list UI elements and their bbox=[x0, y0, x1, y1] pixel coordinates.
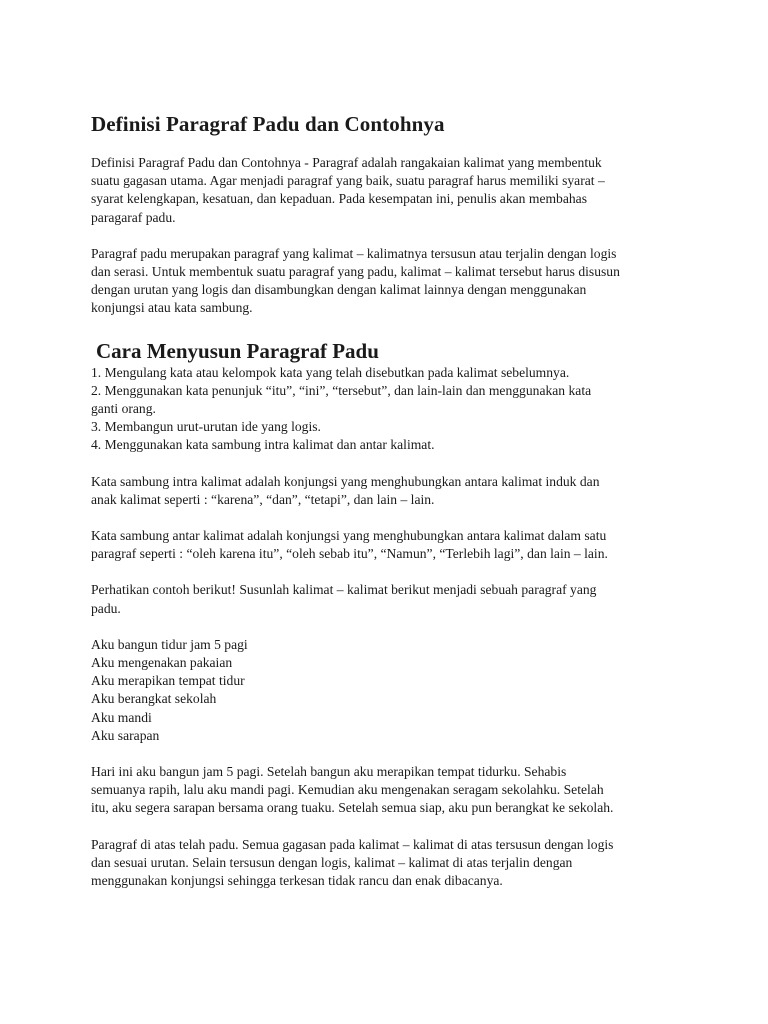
paragraph-line: menggunakan konjungsi sehingga terkesan tidak rancu dan enak dibacanya. bbox=[91, 873, 503, 889]
list-item: Aku bangun tidur jam 5 pagi bbox=[91, 636, 248, 652]
document-title: Definisi Paragraf Padu dan Contohnya bbox=[91, 112, 445, 136]
definition-paragraph bbox=[91, 245, 691, 318]
list-item: 4. Menggunakan kata sambung intra kalimat dan antar kalimat. bbox=[91, 437, 435, 453]
section-title: Cara Menyusun Paragraf Padu bbox=[96, 338, 379, 363]
list-item: 2. Menggunakan kata penunjuk “itu”, “ini”, “tersebut”, dan lain-lain dan menggunakan kata bbox=[91, 382, 592, 398]
paragraph-line: Kata sambung antar kalimat adalah konjungsi yang menghubungkan antara kalimat dalam satu bbox=[91, 528, 607, 544]
paragraph-line: Perhatikan contoh berikut! Susunlah kalimat – kalimat berikut menjadi sebuah paragraf yang bbox=[91, 582, 597, 598]
steps-list bbox=[91, 364, 691, 455]
paragraph-line: semuanya rapih, lalu aku mandi pagi. Kemudian aku mengenakan seragam sekolahku. Setelah bbox=[91, 782, 604, 798]
paragraph-line: Definisi Paragraf Padu dan Contohnya - Paragraf adalah rangakaian kalimat yang membentuk bbox=[91, 155, 602, 170]
paragraph-line: anak kalimat seperti : “karena”, “dan”, “tetapi”, dan lain – lain. bbox=[91, 491, 435, 507]
paragraph-line: Hari ini aku bangun jam 5 pagi. Setelah bangun aku merapikan tempat tidurku. Sehabis bbox=[91, 764, 567, 780]
paragraph-line: paragaraf padu. bbox=[91, 209, 176, 225]
list-item: 1. Mengulang kata atau kelompok kata yang telah disebutkan pada kalimat sebelumnya. bbox=[91, 364, 570, 380]
paragraph-line: Paragraf padu merupakan paragraf yang kalimat – kalimatnya tersusun atau terjalin dengan logis bbox=[91, 245, 617, 261]
paragraph-line: padu. bbox=[91, 600, 121, 616]
document-page bbox=[91, 110, 691, 908]
conclusion-paragraph bbox=[91, 836, 691, 891]
paragraph-line: Paragraf di atas telah padu. Semua gagasan pada kalimat – kalimat di atas tersusun dengan logis bbox=[91, 836, 614, 852]
list-item: Aku mengenakan pakaian bbox=[91, 655, 233, 671]
list-item: Aku sarapan bbox=[91, 727, 160, 743]
paragraph-line: itu, aku segera sarapan bersama orang tuaku. Setelah semua siap, aku pun berangkat ke sekolah. bbox=[91, 800, 614, 816]
paragraph-line: dan serasi. Untuk membentuk suatu paragraf yang padu, kalimat – kalimat tersebut harus disusun bbox=[91, 264, 620, 280]
instruction-paragraph bbox=[91, 581, 691, 617]
list-item: ganti orang. bbox=[91, 401, 156, 417]
example-paragraph bbox=[91, 763, 691, 818]
list-item: 3. Membangun urut-urutan ide yang logis. bbox=[91, 419, 321, 435]
sentence-list bbox=[91, 636, 691, 745]
intra-paragraph bbox=[91, 473, 691, 509]
paragraph-line: syarat kelengkapan, kesatuan, dan kepaduan. Pada kesempatan ini, penulis akan membahas bbox=[91, 191, 587, 207]
list-item: Aku mandi bbox=[91, 709, 152, 725]
list-item: Aku merapikan tempat tidur bbox=[91, 673, 245, 689]
paragraph-line: suatu gagasan utama. Agar menjadi paragraf yang baik, suatu paragraf harus memiliki syarat – bbox=[91, 173, 605, 189]
paragraph-line: konjungsi atau kata sambung. bbox=[91, 300, 253, 316]
intro-paragraph bbox=[91, 154, 691, 227]
paragraph-line: dengan urutan yang logis dan disambungkan dengan kalimat lainnya dengan menggunakan bbox=[91, 282, 587, 298]
paragraph-line: Kata sambung intra kalimat adalah konjungsi yang menghubungkan antara kalimat induk dan bbox=[91, 473, 600, 489]
paragraph-line: paragraf seperti : “oleh karena itu”, “oleh sebab itu”, “Namun”, “Terlebih lagi”, dan lain – lain. bbox=[91, 546, 608, 562]
paragraph-line: dan sesuai urutan. Selain tersusun dengan logis, kalimat – kalimat di atas terjalin dengan bbox=[91, 854, 573, 870]
antar-paragraph bbox=[91, 527, 691, 563]
list-item: Aku berangkat sekolah bbox=[91, 691, 217, 707]
